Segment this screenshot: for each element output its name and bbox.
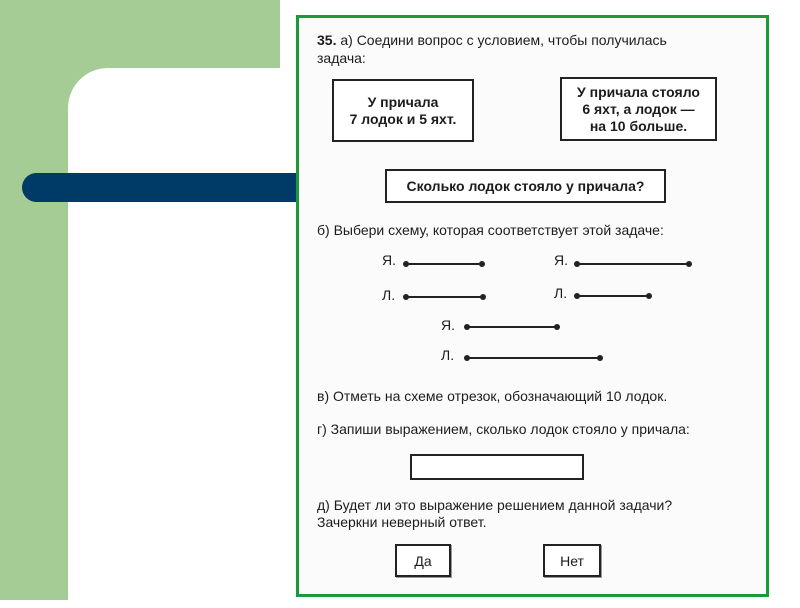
condition-2-line: У причала стояло xyxy=(577,83,700,100)
condition-box-1[interactable] xyxy=(332,79,474,142)
slide-navy-bar xyxy=(22,173,312,202)
scheme-3-yachts-segment[interactable] xyxy=(467,326,557,328)
part-a-text-line2: задача: xyxy=(317,50,366,66)
scheme-2-boats-label: Л. xyxy=(554,285,568,301)
condition-2-line: на 10 больше. xyxy=(589,117,688,134)
answer-yes-button[interactable] xyxy=(395,544,451,577)
scheme-3-yachts-label: Я. xyxy=(441,317,455,333)
answer-no-button[interactable] xyxy=(543,544,601,577)
part-c-text: в) Отметь на схеме отрезок, обозначающий 10 лодок. xyxy=(317,388,668,404)
answer-no-label: Нет xyxy=(560,552,584,569)
part-d-text: г) Запиши выражением, сколько лодок стояло у причала: xyxy=(317,421,690,437)
scheme-1-yachts-segment[interactable] xyxy=(406,263,482,265)
scheme-1-boats-label: Л. xyxy=(382,287,396,303)
scheme-2-yachts-segment[interactable] xyxy=(577,263,689,265)
scheme-1-boats-segment[interactable] xyxy=(406,296,483,298)
condition-box-2[interactable] xyxy=(560,77,717,141)
part-b-text: б) Выбери схему, которая соответствует этой задаче: xyxy=(317,222,664,238)
scheme-3-boats-label: Л. xyxy=(441,347,455,363)
scheme-3-boats-segment[interactable] xyxy=(467,357,600,359)
answer-yes-label: Да xyxy=(414,552,432,569)
part-e-text-line2: Зачеркни неверный ответ. xyxy=(317,514,487,530)
question-text: Сколько лодок стояло у причала? xyxy=(406,177,645,194)
condition-1-line: 7 лодок и 5 яхт. xyxy=(349,110,457,127)
condition-2-line: 6 яхт, а лодок — xyxy=(582,100,695,117)
part-a-text: а) Соедини вопрос с условием, чтобы получилась xyxy=(340,32,667,48)
scheme-2-boats-segment[interactable] xyxy=(577,295,649,297)
part-e-text: д) Будет ли это выражение решением данной задачи? xyxy=(317,497,673,513)
task-number: 35. xyxy=(317,32,337,48)
slide-white-area xyxy=(68,68,308,608)
scheme-1-yachts-label: Я. xyxy=(382,252,396,268)
task-header xyxy=(317,31,667,49)
scheme-2-yachts-label: Я. xyxy=(554,252,568,268)
expression-answer-box[interactable] xyxy=(410,454,584,480)
question-box[interactable] xyxy=(385,169,666,203)
worksheet-panel xyxy=(296,15,769,597)
condition-1-line: У причала xyxy=(367,93,439,110)
